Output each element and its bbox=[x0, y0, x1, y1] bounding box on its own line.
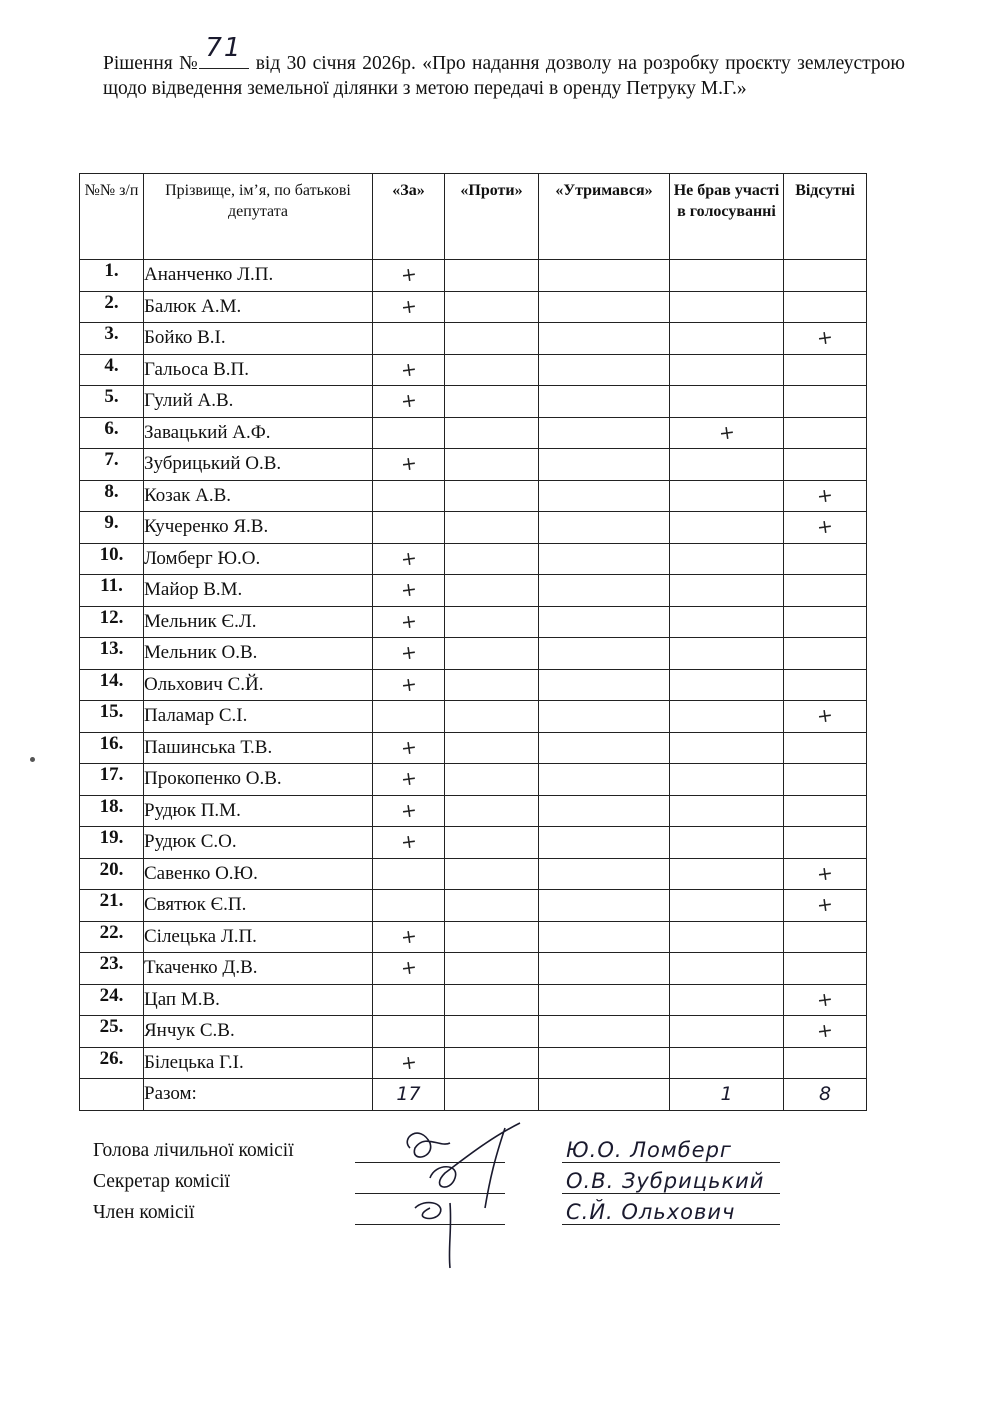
row-number: 14. bbox=[80, 669, 144, 701]
vote-cell-against bbox=[445, 323, 539, 355]
vote-mark: + bbox=[815, 893, 835, 918]
vote-mark: + bbox=[815, 861, 835, 886]
vote-cell-no-vote bbox=[670, 512, 784, 544]
vote-cell-against bbox=[445, 701, 539, 733]
member-signature bbox=[415, 1203, 451, 1268]
deputy-name: Ткаченко Д.В. bbox=[144, 953, 373, 985]
deputy-name: Кучеренко Я.В. bbox=[144, 512, 373, 544]
deputy-name: Козак А.В. bbox=[144, 480, 373, 512]
vote-cell-absent bbox=[784, 732, 867, 764]
vote-cell-abstain bbox=[539, 386, 670, 418]
vote-cell-absent bbox=[784, 543, 867, 575]
vote-cell-for bbox=[373, 669, 445, 701]
chair-name-line bbox=[562, 1162, 780, 1163]
deputy-name: Рудюк П.М. bbox=[144, 795, 373, 827]
vote-cell-for bbox=[373, 1016, 445, 1048]
vote-mark: + bbox=[399, 263, 418, 288]
chair-name-handwritten: Ю.О. Ломберг bbox=[566, 1138, 732, 1162]
table-row bbox=[80, 260, 867, 292]
vote-mark: + bbox=[815, 326, 835, 351]
vote-cell-for bbox=[373, 953, 445, 985]
vote-cell-against bbox=[445, 858, 539, 890]
vote-cell-no-vote bbox=[670, 291, 784, 323]
row-number: 13. bbox=[80, 638, 144, 670]
vote-mark: + bbox=[399, 672, 418, 697]
member-name-handwritten: С.Й. Ольхович bbox=[566, 1200, 736, 1224]
vote-cell-against bbox=[445, 449, 539, 481]
vote-mark: + bbox=[815, 704, 835, 729]
vote-cell-against bbox=[445, 291, 539, 323]
vote-mark: + bbox=[399, 956, 418, 981]
vote-cell-for bbox=[373, 512, 445, 544]
vote-cell-no-vote bbox=[670, 984, 784, 1016]
vote-cell-no-vote bbox=[670, 669, 784, 701]
vote-cell-abstain bbox=[539, 449, 670, 481]
decision-prefix: Рішення № bbox=[103, 53, 200, 74]
table-row bbox=[80, 701, 867, 733]
vote-cell-against bbox=[445, 1016, 539, 1048]
deputy-name: Ломберг Ю.О. bbox=[144, 543, 373, 575]
vote-cell-abstain bbox=[539, 417, 670, 449]
vote-cell-for bbox=[373, 701, 445, 733]
header-for: «За» bbox=[373, 174, 445, 260]
vote-cell-against bbox=[445, 417, 539, 449]
vote-cell-no-vote bbox=[670, 701, 784, 733]
vote-cell-abstain bbox=[539, 764, 670, 796]
vote-cell-abstain bbox=[539, 291, 670, 323]
vote-cell-against bbox=[445, 354, 539, 386]
vote-cell-absent bbox=[784, 858, 867, 890]
total-empty-cell bbox=[80, 1079, 144, 1111]
vote-cell-for bbox=[373, 638, 445, 670]
signatures-graphic bbox=[390, 1118, 560, 1278]
total-label: Разом: bbox=[144, 1079, 373, 1111]
vote-cell-for bbox=[373, 827, 445, 859]
vote-cell-no-vote bbox=[670, 417, 784, 449]
row-number: 22. bbox=[80, 921, 144, 953]
row-number: 1. bbox=[80, 260, 144, 292]
row-number: 7. bbox=[80, 449, 144, 481]
deputy-name: Рудюк С.О. bbox=[144, 827, 373, 859]
row-number: 26. bbox=[80, 1047, 144, 1079]
vote-cell-against bbox=[445, 512, 539, 544]
vote-cell-no-vote bbox=[670, 543, 784, 575]
row-number: 23. bbox=[80, 953, 144, 985]
vote-cell-for bbox=[373, 260, 445, 292]
table-body bbox=[80, 260, 867, 1111]
vote-mark: + bbox=[399, 798, 418, 823]
vote-cell-absent bbox=[784, 575, 867, 607]
vote-cell-abstain bbox=[539, 795, 670, 827]
vote-cell-for bbox=[373, 386, 445, 418]
vote-cell-abstain bbox=[539, 543, 670, 575]
secretary-label: Секретар комісії bbox=[93, 1171, 230, 1192]
total-row bbox=[80, 1079, 867, 1111]
secretary-signature bbox=[430, 1123, 520, 1208]
vote-cell-for bbox=[373, 1047, 445, 1079]
total-absent: 8 bbox=[784, 1079, 867, 1111]
voting-table bbox=[79, 173, 867, 1111]
vote-cell-abstain bbox=[539, 890, 670, 922]
deputy-name: Завацький А.Ф. bbox=[144, 417, 373, 449]
vote-cell-no-vote bbox=[670, 638, 784, 670]
vote-cell-abstain bbox=[539, 1016, 670, 1048]
vote-cell-against bbox=[445, 984, 539, 1016]
vote-mark: + bbox=[815, 987, 835, 1012]
vote-mark: + bbox=[399, 1050, 418, 1075]
row-number: 11. bbox=[80, 575, 144, 607]
vote-cell-absent bbox=[784, 1016, 867, 1048]
vote-cell-for bbox=[373, 480, 445, 512]
table-row bbox=[80, 953, 867, 985]
vote-cell-for bbox=[373, 890, 445, 922]
vote-cell-abstain bbox=[539, 323, 670, 355]
vote-cell-no-vote bbox=[670, 827, 784, 859]
vote-cell-no-vote bbox=[670, 1047, 784, 1079]
vote-cell-abstain bbox=[539, 575, 670, 607]
vote-cell-abstain bbox=[539, 701, 670, 733]
vote-cell-for bbox=[373, 732, 445, 764]
vote-cell-no-vote bbox=[670, 575, 784, 607]
row-number: 25. bbox=[80, 1016, 144, 1048]
total-no-vote: 1 bbox=[670, 1079, 784, 1111]
deputy-name: Янчук С.В. bbox=[144, 1016, 373, 1048]
vote-cell-for bbox=[373, 354, 445, 386]
deputy-name: Балюк А.М. bbox=[144, 291, 373, 323]
decision-number-field bbox=[199, 33, 249, 69]
row-number: 21. bbox=[80, 890, 144, 922]
row-number: 2. bbox=[80, 291, 144, 323]
vote-cell-absent bbox=[784, 890, 867, 922]
row-number: 5. bbox=[80, 386, 144, 418]
vote-cell-absent bbox=[784, 669, 867, 701]
vote-mark: + bbox=[399, 578, 418, 603]
vote-cell-for bbox=[373, 606, 445, 638]
table-row bbox=[80, 827, 867, 859]
deputy-name: Гальоса В.П. bbox=[144, 354, 373, 386]
row-number: 20. bbox=[80, 858, 144, 890]
vote-cell-abstain bbox=[539, 953, 670, 985]
vote-mark: + bbox=[399, 767, 418, 792]
row-number: 9. bbox=[80, 512, 144, 544]
deputy-name: Майор В.М. bbox=[144, 575, 373, 607]
row-number: 10. bbox=[80, 543, 144, 575]
vote-cell-absent bbox=[784, 512, 867, 544]
vote-cell-abstain bbox=[539, 354, 670, 386]
deputy-name: Паламар С.І. bbox=[144, 701, 373, 733]
vote-cell-no-vote bbox=[670, 795, 784, 827]
vote-cell-against bbox=[445, 480, 539, 512]
header-abstain: «Утримався» bbox=[539, 174, 670, 260]
vote-mark: + bbox=[815, 483, 835, 508]
vote-cell-against bbox=[445, 543, 539, 575]
row-number: 12. bbox=[80, 606, 144, 638]
vote-mark: + bbox=[399, 641, 418, 666]
vote-mark: + bbox=[399, 735, 418, 760]
table-row bbox=[80, 764, 867, 796]
vote-cell-for bbox=[373, 543, 445, 575]
vote-cell-absent bbox=[784, 260, 867, 292]
header-absent: Відсутні bbox=[784, 174, 867, 260]
vote-cell-absent bbox=[784, 354, 867, 386]
table-row bbox=[80, 732, 867, 764]
vote-cell-absent bbox=[784, 417, 867, 449]
row-number: 3. bbox=[80, 323, 144, 355]
vote-cell-no-vote bbox=[670, 953, 784, 985]
vote-cell-against bbox=[445, 890, 539, 922]
vote-cell-for bbox=[373, 984, 445, 1016]
vote-cell-no-vote bbox=[670, 449, 784, 481]
total-abstain bbox=[539, 1079, 670, 1111]
vote-cell-abstain bbox=[539, 858, 670, 890]
decision-header bbox=[103, 33, 905, 101]
vote-cell-abstain bbox=[539, 827, 670, 859]
table-header-row bbox=[80, 174, 867, 260]
vote-cell-against bbox=[445, 921, 539, 953]
deputy-name: Прокопенко О.В. bbox=[144, 764, 373, 796]
row-number: 24. bbox=[80, 984, 144, 1016]
deputy-name: Ольхович С.Й. bbox=[144, 669, 373, 701]
vote-cell-against bbox=[445, 260, 539, 292]
vote-cell-abstain bbox=[539, 638, 670, 670]
vote-cell-no-vote bbox=[670, 1016, 784, 1048]
row-number: 6. bbox=[80, 417, 144, 449]
header-against: «Проти» bbox=[445, 174, 539, 260]
table-row bbox=[80, 323, 867, 355]
row-number: 17. bbox=[80, 764, 144, 796]
vote-cell-absent bbox=[784, 449, 867, 481]
table-row bbox=[80, 354, 867, 386]
vote-cell-abstain bbox=[539, 984, 670, 1016]
vote-cell-abstain bbox=[539, 1047, 670, 1079]
vote-mark: + bbox=[815, 1019, 835, 1044]
vote-cell-abstain bbox=[539, 669, 670, 701]
total-for: 17 bbox=[373, 1079, 445, 1111]
vote-cell-against bbox=[445, 669, 539, 701]
table-row bbox=[80, 921, 867, 953]
commission-block bbox=[93, 1135, 294, 1228]
vote-cell-against bbox=[445, 606, 539, 638]
vote-cell-absent bbox=[784, 764, 867, 796]
table-row bbox=[80, 291, 867, 323]
vote-cell-no-vote bbox=[670, 921, 784, 953]
vote-cell-against bbox=[445, 1047, 539, 1079]
vote-cell-no-vote bbox=[670, 606, 784, 638]
vote-cell-absent bbox=[784, 701, 867, 733]
table-row bbox=[80, 512, 867, 544]
vote-cell-for bbox=[373, 795, 445, 827]
vote-cell-for bbox=[373, 417, 445, 449]
deputy-name: Гулий А.В. bbox=[144, 386, 373, 418]
member-name-line bbox=[562, 1224, 780, 1225]
deputy-name: Зубрицький О.В. bbox=[144, 449, 373, 481]
vote-cell-absent bbox=[784, 480, 867, 512]
vote-cell-abstain bbox=[539, 606, 670, 638]
vote-mark: + bbox=[399, 357, 418, 382]
vote-cell-absent bbox=[784, 638, 867, 670]
vote-cell-for bbox=[373, 921, 445, 953]
vote-cell-no-vote bbox=[670, 260, 784, 292]
vote-cell-absent bbox=[784, 291, 867, 323]
vote-cell-for bbox=[373, 449, 445, 481]
vote-cell-no-vote bbox=[670, 323, 784, 355]
vote-cell-against bbox=[445, 827, 539, 859]
row-number: 18. bbox=[80, 795, 144, 827]
vote-cell-absent bbox=[784, 323, 867, 355]
table-row bbox=[80, 575, 867, 607]
vote-mark: + bbox=[399, 389, 418, 414]
deputy-name: Ананченко Л.П. bbox=[144, 260, 373, 292]
deputy-name: Мельник О.В. bbox=[144, 638, 373, 670]
deputy-name: Святюк Є.П. bbox=[144, 890, 373, 922]
vote-cell-absent bbox=[784, 984, 867, 1016]
vote-cell-against bbox=[445, 732, 539, 764]
vote-cell-against bbox=[445, 953, 539, 985]
table-row bbox=[80, 417, 867, 449]
vote-cell-absent bbox=[784, 921, 867, 953]
table-row bbox=[80, 606, 867, 638]
chair-label: Голова лічильної комісії bbox=[93, 1140, 294, 1161]
vote-mark: + bbox=[815, 515, 835, 540]
vote-cell-no-vote bbox=[670, 890, 784, 922]
table-row bbox=[80, 449, 867, 481]
vote-cell-abstain bbox=[539, 260, 670, 292]
vote-cell-absent bbox=[784, 386, 867, 418]
table-row bbox=[80, 858, 867, 890]
vote-cell-against bbox=[445, 795, 539, 827]
decision-number-handwritten: 71 bbox=[205, 33, 243, 63]
table-row bbox=[80, 1016, 867, 1048]
row-number: 4. bbox=[80, 354, 144, 386]
vote-mark: + bbox=[399, 830, 418, 855]
table-row bbox=[80, 1047, 867, 1079]
table-row bbox=[80, 984, 867, 1016]
vote-cell-against bbox=[445, 575, 539, 607]
secretary-name-handwritten: О.В. Зубрицький bbox=[566, 1169, 765, 1193]
vote-cell-absent bbox=[784, 795, 867, 827]
margin-dot bbox=[30, 757, 35, 762]
table-row bbox=[80, 890, 867, 922]
vote-cell-no-vote bbox=[670, 732, 784, 764]
vote-cell-for bbox=[373, 575, 445, 607]
vote-cell-no-vote bbox=[670, 386, 784, 418]
vote-cell-abstain bbox=[539, 732, 670, 764]
vote-cell-absent bbox=[784, 1047, 867, 1079]
secretary-name-line bbox=[562, 1193, 780, 1194]
deputy-name: Сілецька Л.П. bbox=[144, 921, 373, 953]
vote-cell-abstain bbox=[539, 921, 670, 953]
vote-mark: + bbox=[399, 609, 418, 634]
header-name: Прізвище, ім’я, по батькові депутата bbox=[144, 174, 373, 260]
row-number: 16. bbox=[80, 732, 144, 764]
vote-cell-against bbox=[445, 386, 539, 418]
chair-signature bbox=[407, 1133, 450, 1157]
deputy-name: Білецька Г.І. bbox=[144, 1047, 373, 1079]
row-number: 15. bbox=[80, 701, 144, 733]
vote-cell-abstain bbox=[539, 480, 670, 512]
table-row bbox=[80, 543, 867, 575]
deputy-name: Бойко В.І. bbox=[144, 323, 373, 355]
vote-cell-for bbox=[373, 764, 445, 796]
vote-cell-no-vote bbox=[670, 858, 784, 890]
deputy-name: Пашинська Т.В. bbox=[144, 732, 373, 764]
vote-mark: + bbox=[717, 420, 736, 445]
table-row bbox=[80, 638, 867, 670]
member-label: Член комісії bbox=[93, 1202, 195, 1223]
total-against bbox=[445, 1079, 539, 1111]
vote-cell-abstain bbox=[539, 512, 670, 544]
vote-cell-against bbox=[445, 638, 539, 670]
vote-cell-absent bbox=[784, 606, 867, 638]
table-row bbox=[80, 669, 867, 701]
vote-mark: + bbox=[399, 294, 418, 319]
vote-cell-for bbox=[373, 291, 445, 323]
deputy-name: Цап М.В. bbox=[144, 984, 373, 1016]
deputy-name: Савенко О.Ю. bbox=[144, 858, 373, 890]
vote-cell-for bbox=[373, 323, 445, 355]
vote-cell-against bbox=[445, 764, 539, 796]
vote-cell-no-vote bbox=[670, 354, 784, 386]
table-row bbox=[80, 386, 867, 418]
vote-cell-no-vote bbox=[670, 764, 784, 796]
table-row bbox=[80, 795, 867, 827]
vote-mark: + bbox=[399, 546, 418, 571]
deputy-name: Мельник Є.Л. bbox=[144, 606, 373, 638]
header-no-vote: Не брав участі в голосуванні bbox=[670, 174, 784, 260]
vote-mark: + bbox=[399, 452, 418, 477]
table-row bbox=[80, 480, 867, 512]
decision-title: від 30 січня 2026р. «Про надання дозволу на розробку проєкту землеустрою щодо відведення земельної ділянки з метою передачі в оренду Петруку М.Г.» bbox=[103, 53, 905, 99]
vote-cell-absent bbox=[784, 953, 867, 985]
row-number: 19. bbox=[80, 827, 144, 859]
vote-cell-for bbox=[373, 858, 445, 890]
row-number: 8. bbox=[80, 480, 144, 512]
vote-cell-no-vote bbox=[670, 480, 784, 512]
vote-mark: + bbox=[399, 924, 418, 949]
vote-cell-absent bbox=[784, 827, 867, 859]
header-num: №№ з/п bbox=[80, 174, 144, 260]
